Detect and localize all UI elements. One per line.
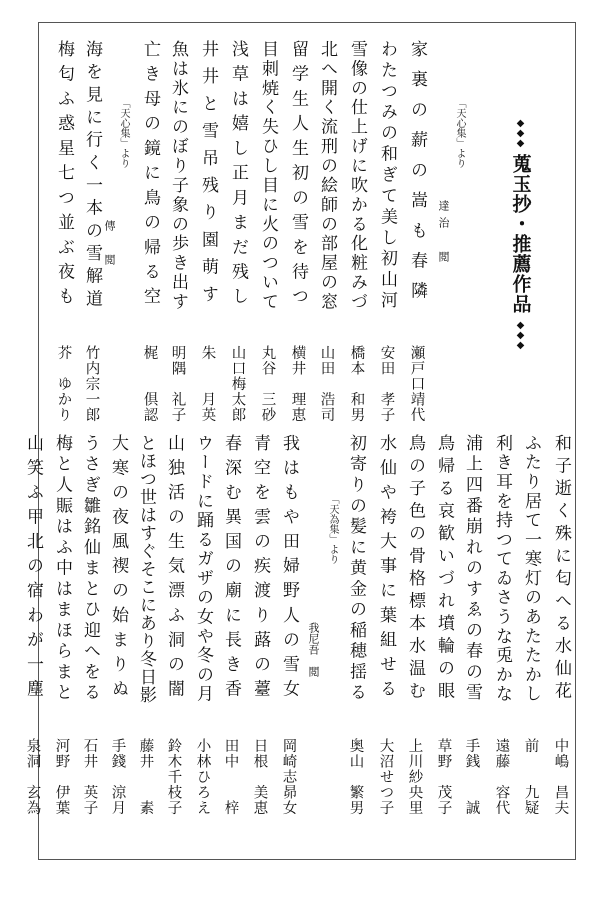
author-name: 田中 梓 [222, 738, 239, 816]
author-name: 奥山 繁男 [347, 738, 364, 816]
haiku-text: 鳥帰る哀歓いづれ墳輪の眼 [434, 434, 454, 704]
haiku-text: 我はもや田婦野人の雪女 [279, 434, 299, 704]
author-name: 安田 孝子 [378, 345, 395, 423]
haiku-text: 留学生人生初の雪を待つ [288, 40, 308, 312]
haiku-text: 梅と人賑はふ中はまほらまと [52, 434, 72, 704]
haiku-text: ふたり居て一寒灯のあたたかし [521, 434, 541, 704]
author-name: 手銭 誠 [463, 738, 480, 816]
author-name: 手錢 涼月 [109, 738, 126, 816]
haiku-text: 春深む異国の廟に長き香 [221, 434, 241, 704]
author-name: 芥 ゆかり [55, 345, 72, 423]
author-name: 河野 伊葉 [53, 738, 70, 816]
selector-label: 達治 閲 [437, 200, 450, 268]
haiku-text: 浅草は嬉し正月まだ残し [228, 40, 248, 312]
haiku-text: 大寒の夜風禊の始まりぬ [108, 434, 128, 704]
haiku-text: 山独活の生気漂ふ洞の闇 [164, 434, 184, 704]
author-name: 朱 月英 [199, 345, 216, 423]
haiku-text: 雪像の仕上げに吹かる化粧みづ [347, 40, 367, 312]
author-name: 泉洞 玄為 [24, 738, 41, 816]
author-name: 山口梅太郎 [229, 345, 246, 423]
haiku-text: 山笑ふ甲北の宿わが一塵 [23, 434, 43, 704]
haiku-text: 浦上四番崩れのすゑの春の雪 [462, 434, 482, 704]
selector-label: 我尼吾 閲 [307, 622, 320, 677]
haiku-text: とほつ世はすぐそこにあり冬日影 [136, 434, 156, 704]
haiku-text: 初寄りの髪に黄金の稲穂揺る [346, 434, 366, 704]
diamond-marks-top: ◆◆◆ [515, 118, 526, 148]
author-name: 竹内宗一郎 [83, 345, 100, 423]
author-name: 藤井 素 [137, 738, 154, 816]
author-name: 山田 浩司 [318, 345, 335, 423]
author-name: 岡崎志昴女 [280, 738, 297, 816]
author-name: 草野 茂子 [435, 738, 452, 816]
source-label: 「天心集」より [454, 98, 465, 168]
haiku-text: 魚は氷にのぼり子象の歩き出す [168, 40, 188, 312]
haiku-text: 梅匂ふ惑星七つ並ぶ夜も [54, 40, 74, 312]
author-name: 瀬戸口靖代 [408, 345, 425, 423]
section-title [505, 118, 535, 368]
haiku-text: 亡き母の鏡に鳥の帰る空 [140, 40, 160, 312]
haiku-text: 和子逝く殊に匂へる水仙花 [551, 434, 571, 704]
author-name: 橋本 和男 [348, 345, 365, 423]
author-name: 丸谷 三砂 [259, 345, 276, 423]
author-name: 上川紗央里 [406, 738, 423, 816]
author-name: 明隅 礼子 [169, 345, 186, 423]
diamond-marks-bottom: ◆◆◆ [515, 320, 526, 350]
section-title-text: 蒐玉抄・推薦作品 [509, 154, 532, 314]
author-name: 中嶋 昌夫 [552, 738, 569, 816]
haiku-text: 家裏の薪の嵩も春隣 [407, 40, 427, 312]
author-name: 鈴木千枝子 [165, 738, 182, 816]
haiku-text: 水仙や袴大事に葉組せる [376, 434, 396, 704]
haiku-text: 北へ開く流刑の絵師の部屋の窓 [317, 40, 337, 312]
source-label: 「天心集」より [118, 98, 129, 168]
haiku-text: ウードに踊るガザの女や冬の月 [193, 434, 213, 704]
haiku-text: うさぎ雛銘仙まとひ迎へをる [80, 434, 100, 704]
haiku-text: 青空を雲の疾渡り蕗の薹 [250, 434, 270, 704]
source-label: 「天為集」より [327, 494, 338, 564]
haiku-text: 利き耳を持つてゐさうな兎かな [492, 434, 512, 704]
author-name: 大沼せつ子 [377, 738, 394, 816]
author-name: 日根 美恵 [251, 738, 268, 816]
author-name: 梶 倶認 [141, 345, 158, 423]
haiku-text: 鳥の子色の骨格標本水温む [405, 434, 425, 704]
haiku-text: 目刺焼く失ひし目に火のついて [258, 40, 278, 312]
author-name: 遠藤 容代 [493, 738, 510, 816]
author-name: 石井 英子 [81, 738, 98, 816]
author-name: 前 九疑 [522, 738, 539, 816]
haiku-text: 海を見に行く一本の雪解道 [82, 40, 102, 312]
haiku-text: わたつみの和ぎて美し初山河 [377, 40, 397, 312]
author-name: 小林ひろえ [194, 738, 211, 816]
haiku-text: 井井と雪吊残り園萌す [198, 40, 218, 312]
selector-label: 傳 閲 [103, 220, 116, 271]
author-name: 横井 理恵 [289, 345, 306, 423]
